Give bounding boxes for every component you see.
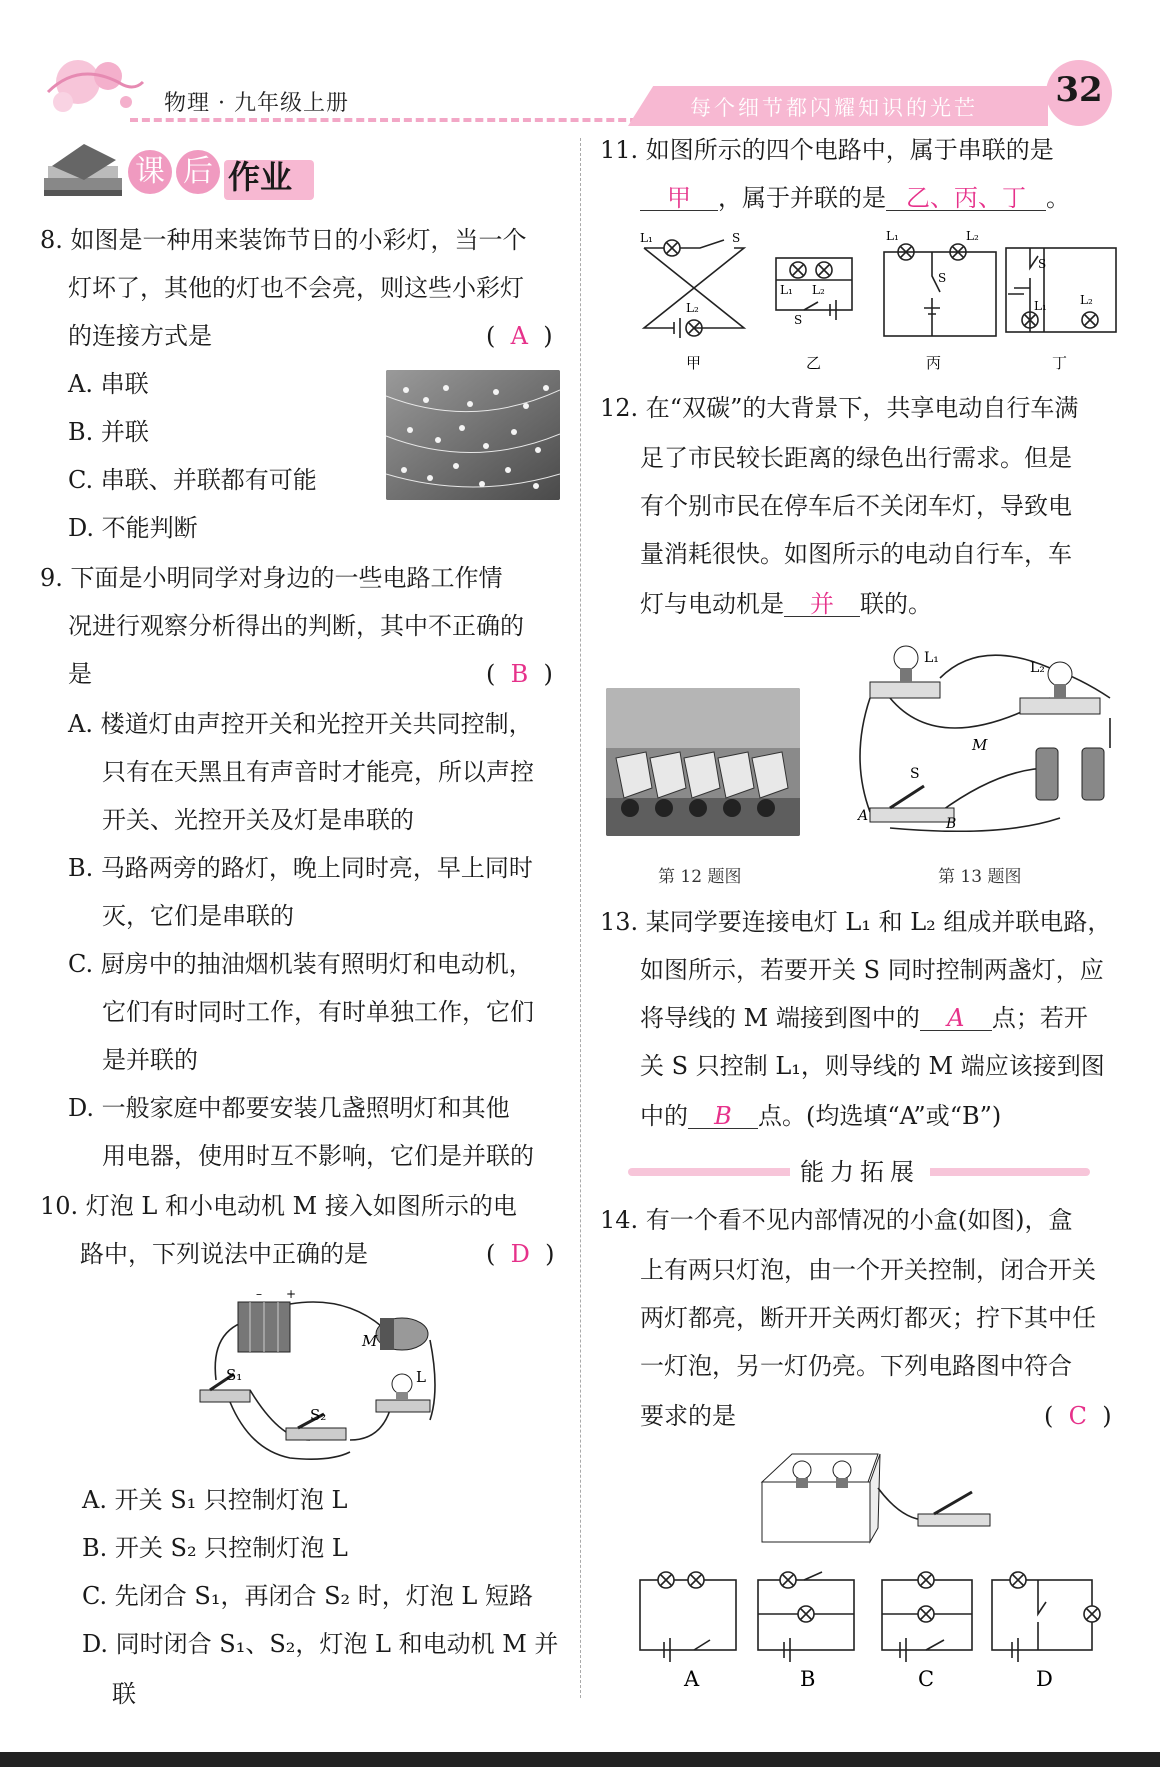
q11-fig-jia-l2: L₂	[686, 301, 699, 315]
q8-string-lights-photo	[386, 370, 560, 500]
q10-line-2: 路中，下列说法中正确的是	[80, 1240, 368, 1268]
q9-option-a-line-1: A. 楼道灯由声控开关和光控开关共同控制，	[68, 710, 533, 738]
q9-option-c-line-3: 是并联的	[102, 1046, 198, 1074]
q14-caption-d: D	[1036, 1667, 1053, 1690]
q13-line-3	[640, 1006, 1088, 1031]
svg-text:–: –	[256, 1290, 262, 1301]
q11-fig-bing-s: S	[938, 271, 947, 285]
q10-option-b: B. 开关 S₂ 只控制灯泡 L	[82, 1534, 348, 1562]
q9-option-c-line-1: C. 厨房中的抽油烟机装有照明灯和电动机，	[68, 950, 533, 978]
bottom-edge-bar	[0, 1752, 1160, 1767]
q11-circuits-figure	[634, 228, 1120, 374]
q9-option-d-line-2: 用电器，使用时互不影响，它们是并联的	[102, 1142, 534, 1170]
q12-line-5	[640, 592, 932, 617]
section-title-rest: 作业	[228, 158, 293, 196]
q13-label-m: M	[972, 736, 988, 754]
q8-line-1: 8. 如图是一种用来装饰节日的小彩灯，当一个	[40, 226, 527, 254]
q11-fig-yi-l1: L₁	[780, 283, 793, 297]
q12-bikes-photo	[606, 688, 800, 836]
q13-line-4: 关 S 只控制 L₁，则导线的 M 端应该接到图	[640, 1052, 1105, 1080]
q11-end-text: 。	[1046, 184, 1070, 212]
q13-line-1: 13. 某同学要连接电灯 L₁ 和 L₂ 组成并联电路，	[600, 908, 1112, 936]
q8-line-2: 灯坏了，其他的灯也不会亮，则这些小彩灯	[68, 274, 524, 302]
q13-answer-2: B	[688, 1104, 758, 1129]
q11-caption-ding: 丁	[1052, 354, 1068, 372]
q13-line-5-post: 点。(均选填“A”或“B”)	[758, 1102, 1002, 1130]
q13-circuit-figure	[850, 638, 1120, 832]
q11-fig-ding-l2: L₂	[1080, 293, 1093, 307]
q12-line-5-post: 联的。	[860, 590, 932, 618]
q11-fig-yi-s: S	[794, 313, 803, 327]
q12-line-4: 量消耗很快。如图所示的电动自行车，车	[640, 540, 1072, 568]
q14-options-figure	[634, 1562, 1110, 1690]
q13-label-l1: L₁	[924, 650, 939, 666]
q13-line-2: 如图所示，若要开关 S 同时控制两盏灯，应	[640, 956, 1104, 984]
q13-label-b: B	[946, 816, 957, 832]
q13-label-a: A	[858, 808, 869, 824]
q10-label-s1: S₁	[226, 1366, 243, 1384]
q14-line-2: 上有两只灯泡，由一个开关控制，闭合开关	[640, 1256, 1096, 1284]
q14-line-3: 两灯都亮，断开开关两灯都灭；拧下其中任	[640, 1304, 1096, 1332]
q10-label-s2: S₂	[310, 1406, 327, 1424]
q11-answer-series: 甲	[640, 186, 718, 211]
q11-fig-ding-s: S	[1038, 257, 1047, 271]
ability-title: 能力拓展	[790, 1152, 930, 1187]
q10-answer: D	[510, 1240, 530, 1268]
q10-label-m: M	[362, 1332, 378, 1350]
q13-label-l2: L₂	[1030, 660, 1045, 676]
q12-fig-caption: 第 12 题图	[658, 867, 742, 887]
q9-line-1: 9. 下面是小明同学对身边的一些电路工作情	[40, 564, 503, 592]
q11-caption-jia: 甲	[686, 354, 702, 372]
q11-mid-text: ，属于并联的是	[718, 184, 886, 212]
q11-line-1: 11. 如图所示的四个电路中，属于串联的是	[600, 136, 1054, 164]
section-title-char-1: 课	[128, 150, 172, 194]
q9-option-a-line-3: 开关、光控开关及灯是串联的	[102, 806, 414, 834]
q9-option-d-line-1: D. 一般家庭中都要安装几盏照明灯和其他	[68, 1094, 510, 1122]
q13-label-s: S	[910, 766, 920, 782]
book-subject: 物理 · 九年级上册	[164, 91, 349, 116]
q8-answer: A	[510, 322, 528, 350]
q8-answer-box: ( A )	[486, 322, 553, 350]
q14-answer: C	[1068, 1402, 1087, 1430]
q10-option-a: A. 开关 S₁ 只控制灯泡 L	[82, 1486, 348, 1514]
q10-option-c: C. 先闭合 S₁，再闭合 S₂ 时，灯泡 L 短路	[82, 1582, 533, 1610]
q13-fig-caption: 第 13 题图	[938, 867, 1022, 887]
q9-line-3: 是	[68, 660, 92, 688]
q12-line-3: 有个别市民在停车后不关闭车灯，导致电	[640, 492, 1072, 520]
q11-fig-bing-l1: L₁	[886, 229, 899, 243]
q9-answer: B	[510, 660, 529, 688]
book-stack-icon	[38, 140, 128, 202]
header-dashed-line	[130, 118, 650, 122]
q8-option-b: B. 并联	[68, 418, 149, 446]
q8-option-a: A. 串联	[68, 370, 149, 398]
header-motto: 每个细节都闪耀知识的光芒	[690, 96, 978, 120]
q13-line-3-pre: 将导线的 M 端接到图中的	[640, 1004, 920, 1032]
q9-option-b-line-2: 灭，它们是串联的	[102, 902, 294, 930]
q9-option-a-line-2: 只有在天黑且有声音时才能亮，所以声控	[102, 758, 534, 786]
q11-line-2	[640, 186, 1070, 211]
q10-label-l: L	[416, 1368, 426, 1386]
section-title-char-2: 后	[176, 150, 220, 194]
q13-line-3-post: 点；若开	[991, 1004, 1088, 1032]
q11-fig-bing-l2: L₂	[966, 229, 979, 243]
q8-line-3: 的连接方式是	[68, 322, 212, 350]
q10-answer-box: ( D )	[486, 1240, 555, 1268]
q14-line-1: 14. 有一个看不见内部情况的小盒(如图)，盒	[600, 1206, 1073, 1234]
q11-fig-ding-l1: L₁	[1034, 299, 1047, 313]
q13-line-5-pre: 中的	[640, 1102, 688, 1130]
q9-option-b-line-1: B. 马路两旁的路灯，晚上同时亮，早上同时	[68, 854, 533, 882]
q13-answer-1: A	[920, 1006, 992, 1031]
q14-line-4: 一灯泡，另一灯仍亮。下列电路图中符合	[640, 1352, 1072, 1380]
q11-fig-yi-l2: L₂	[812, 283, 825, 297]
q8-option-d: D. 不能判断	[68, 514, 198, 542]
q12-line-5-pre: 灯与电动机是	[640, 590, 784, 618]
q10-option-d-line-1: D. 同时闭合 S₁、S₂，灯泡 L 和电动机 M 并	[82, 1630, 559, 1658]
header-flower-ornament	[38, 52, 148, 122]
q12-answer: 并	[784, 592, 860, 617]
page-number: 32	[1055, 70, 1103, 110]
q11-answer-parallel: 乙、丙、丁	[886, 186, 1046, 211]
q14-answer-box: ( C )	[1044, 1402, 1112, 1430]
q10-circuit-figure	[190, 1290, 460, 1466]
column-divider	[580, 138, 581, 1698]
q14-caption-b: B	[800, 1667, 816, 1690]
svg-text:+: +	[286, 1290, 297, 1301]
q13-line-5	[640, 1104, 1001, 1129]
q11-caption-yi: 乙	[806, 354, 822, 372]
q10-option-d-line-2: 联	[112, 1680, 136, 1708]
q8-option-c: C. 串联、并联都有可能	[68, 466, 317, 494]
q11-fig-jia-s: S	[732, 231, 741, 245]
q14-line-5: 要求的是	[640, 1402, 736, 1430]
q11-fig-jia-l1: L₁	[640, 231, 653, 245]
q12-line-2: 足了市民较长距离的绿色出行需求。但是	[640, 444, 1072, 472]
q14-caption-a: A	[684, 1667, 700, 1690]
q11-caption-bing: 丙	[926, 354, 942, 372]
q10-line-1: 10. 灯泡 L 和小电动机 M 接入如图所示的电	[40, 1192, 517, 1220]
q9-answer-box: ( B )	[486, 660, 553, 688]
q9-option-c-line-2: 它们有时同时工作，有时单独工作，它们	[102, 998, 534, 1026]
q14-caption-c: C	[918, 1667, 935, 1690]
q14-box-figure	[758, 1448, 998, 1558]
q12-line-1: 12. 在“双碳”的大背景下，共享电动自行车满	[600, 394, 1079, 422]
q9-line-2: 况进行观察分析得出的判断，其中不正确的	[68, 612, 524, 640]
